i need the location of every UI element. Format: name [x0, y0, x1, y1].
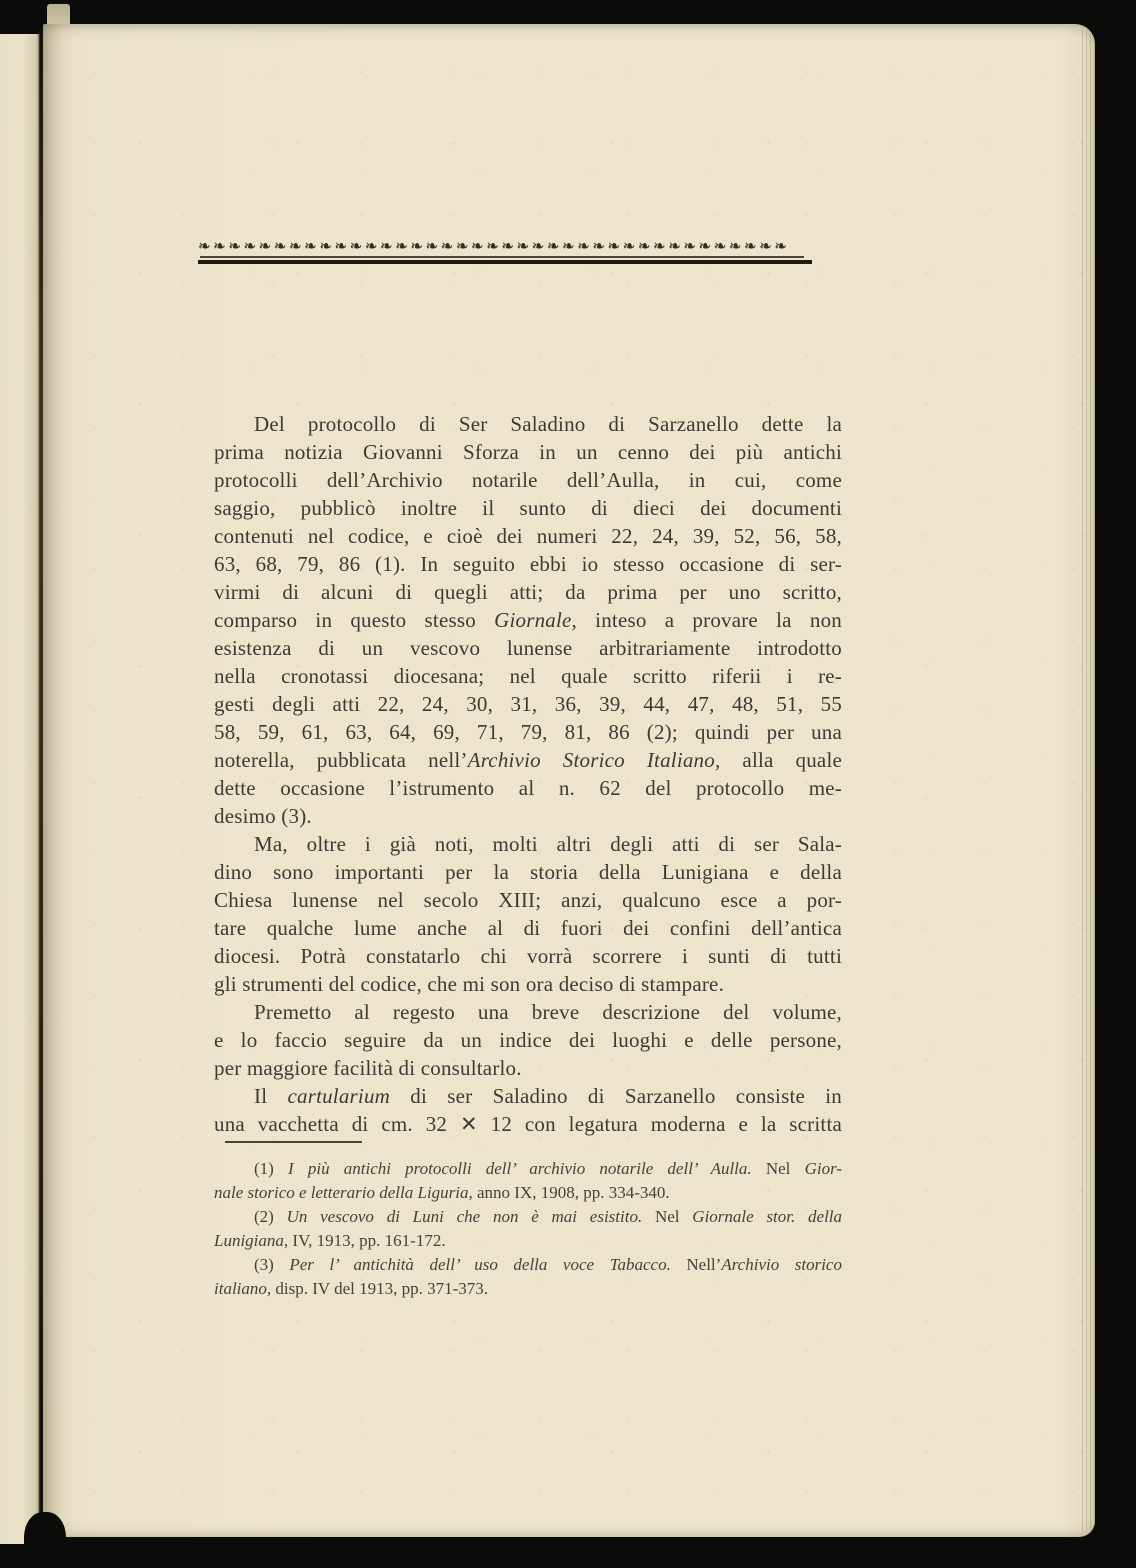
text-line: nella cronotassi diocesana; nel quale scritto riferii i re-: [214, 664, 842, 688]
text-line: per maggiore facilità di consultarlo.: [214, 1056, 522, 1080]
footnote-3: [214, 1253, 842, 1301]
ornament-rule-thin: [200, 256, 804, 258]
text-line: dette occasione l’istrumento al n. 62 del protocollo me-: [214, 776, 842, 800]
ornament-row: ❧❧❧❧❧❧❧❧❧❧❧❧❧❧❧❧❧❧❧❧❧❧❧❧❧❧❧❧❧❧❧❧❧❧❧❧❧❧❧: [198, 238, 790, 254]
text-line: gli strumenti del codice, che mi son ora deciso di stampare.: [214, 972, 725, 996]
ornament-band: [198, 238, 812, 264]
text-line: prima notizia Giovanni Sforza in un cenno dei più antichi: [214, 440, 842, 464]
text-line: gesti degli atti 22, 24, 30, 31, 36, 39, 44, 47, 48, 51, 55: [214, 692, 842, 716]
footnotes: [214, 1157, 842, 1301]
text-line: Lunigiana, IV, 1913, pp. 161-172.: [214, 1231, 446, 1250]
footnote-2: [214, 1205, 842, 1253]
text-line: una vacchetta di cm. 32 ✕ 12 con legatura moderna e la scritta: [214, 1112, 842, 1136]
text-line: Ma, oltre i già noti, molti altri degli atti di ser Sala-: [254, 832, 842, 856]
text-line: Premetto al regesto una breve descrizione del volume,: [254, 1000, 842, 1024]
text-line: esistenza di un vescovo lunense arbitrariamente introdotto: [214, 636, 842, 660]
text-line: Chiesa lunense nel secolo XIII; anzi, qualcuno esce a por-: [214, 888, 842, 912]
text-line: comparso in questo stesso Giornale, inteso a provare la non: [214, 608, 842, 632]
paragraph-1: [214, 410, 842, 830]
text-line: nale storico e letterario della Liguria, anno IX, 1908, pp. 334-340.: [214, 1183, 670, 1202]
paragraph-4: [214, 1082, 842, 1138]
text-line: Il cartularium di ser Saladino di Sarzanello consiste in: [254, 1084, 842, 1108]
body-text: [214, 410, 842, 1138]
gutter-bottom-notch: [24, 1512, 66, 1568]
facing-page-edge: [0, 34, 41, 1544]
page: [43, 24, 1095, 1537]
text-line: 58, 59, 61, 63, 64, 69, 71, 79, 81, 86 (2); quindi per una: [214, 720, 842, 744]
text-line: tare qualche lume anche al di fuori dei confini dell’antica: [214, 916, 842, 940]
text-line: diocesi. Potrà constatarlo chi vorrà scorrere i sunti di tutti: [214, 944, 842, 968]
text-line: (1) I più antichi protocolli dell’ archivio notarile dell’ Aulla. Nel Gior-: [254, 1159, 842, 1178]
paragraph-2: [214, 830, 842, 998]
text-line: e lo faccio seguire da un indice dei luoghi e delle persone,: [214, 1028, 842, 1052]
text-line: virmi di alcuni di quegli atti; da prima per uno scritto,: [214, 580, 842, 604]
footnote-separator: [225, 1141, 362, 1143]
text-line: desimo (3).: [214, 804, 312, 828]
text-line: saggio, pubblicò inoltre il sunto di dieci dei documenti: [214, 496, 842, 520]
footnote-1: [214, 1157, 842, 1205]
text-line: Del protocollo di Ser Saladino di Sarzanello dette la: [254, 412, 842, 436]
text-line: contenuti nel codice, e cioè dei numeri 22, 24, 39, 52, 56, 58,: [214, 524, 842, 548]
text-line: dino sono importanti per la storia della Lunigiana e della: [214, 860, 842, 884]
text-line: noterella, pubblicata nell’Archivio Storico Italiano, alla quale: [214, 748, 842, 772]
text-line: (2) Un vescovo di Luni che non è mai esistito. Nel Giornale stor. della: [254, 1207, 842, 1226]
paragraph-3: [214, 998, 842, 1082]
text-line: (3) Per l’ antichità dell’ uso della voce Tabacco. Nell’Archivio storico: [254, 1255, 842, 1274]
text-line: 63, 68, 79, 86 (1). In seguito ebbi io stesso occasione di ser-: [214, 552, 842, 576]
text-line: protocolli dell’Archivio notarile dell’Aulla, in cui, come: [214, 468, 842, 492]
text-line: italiano, disp. IV del 1913, pp. 371-373.: [214, 1279, 489, 1298]
ornament-rule-thick: [198, 260, 812, 264]
